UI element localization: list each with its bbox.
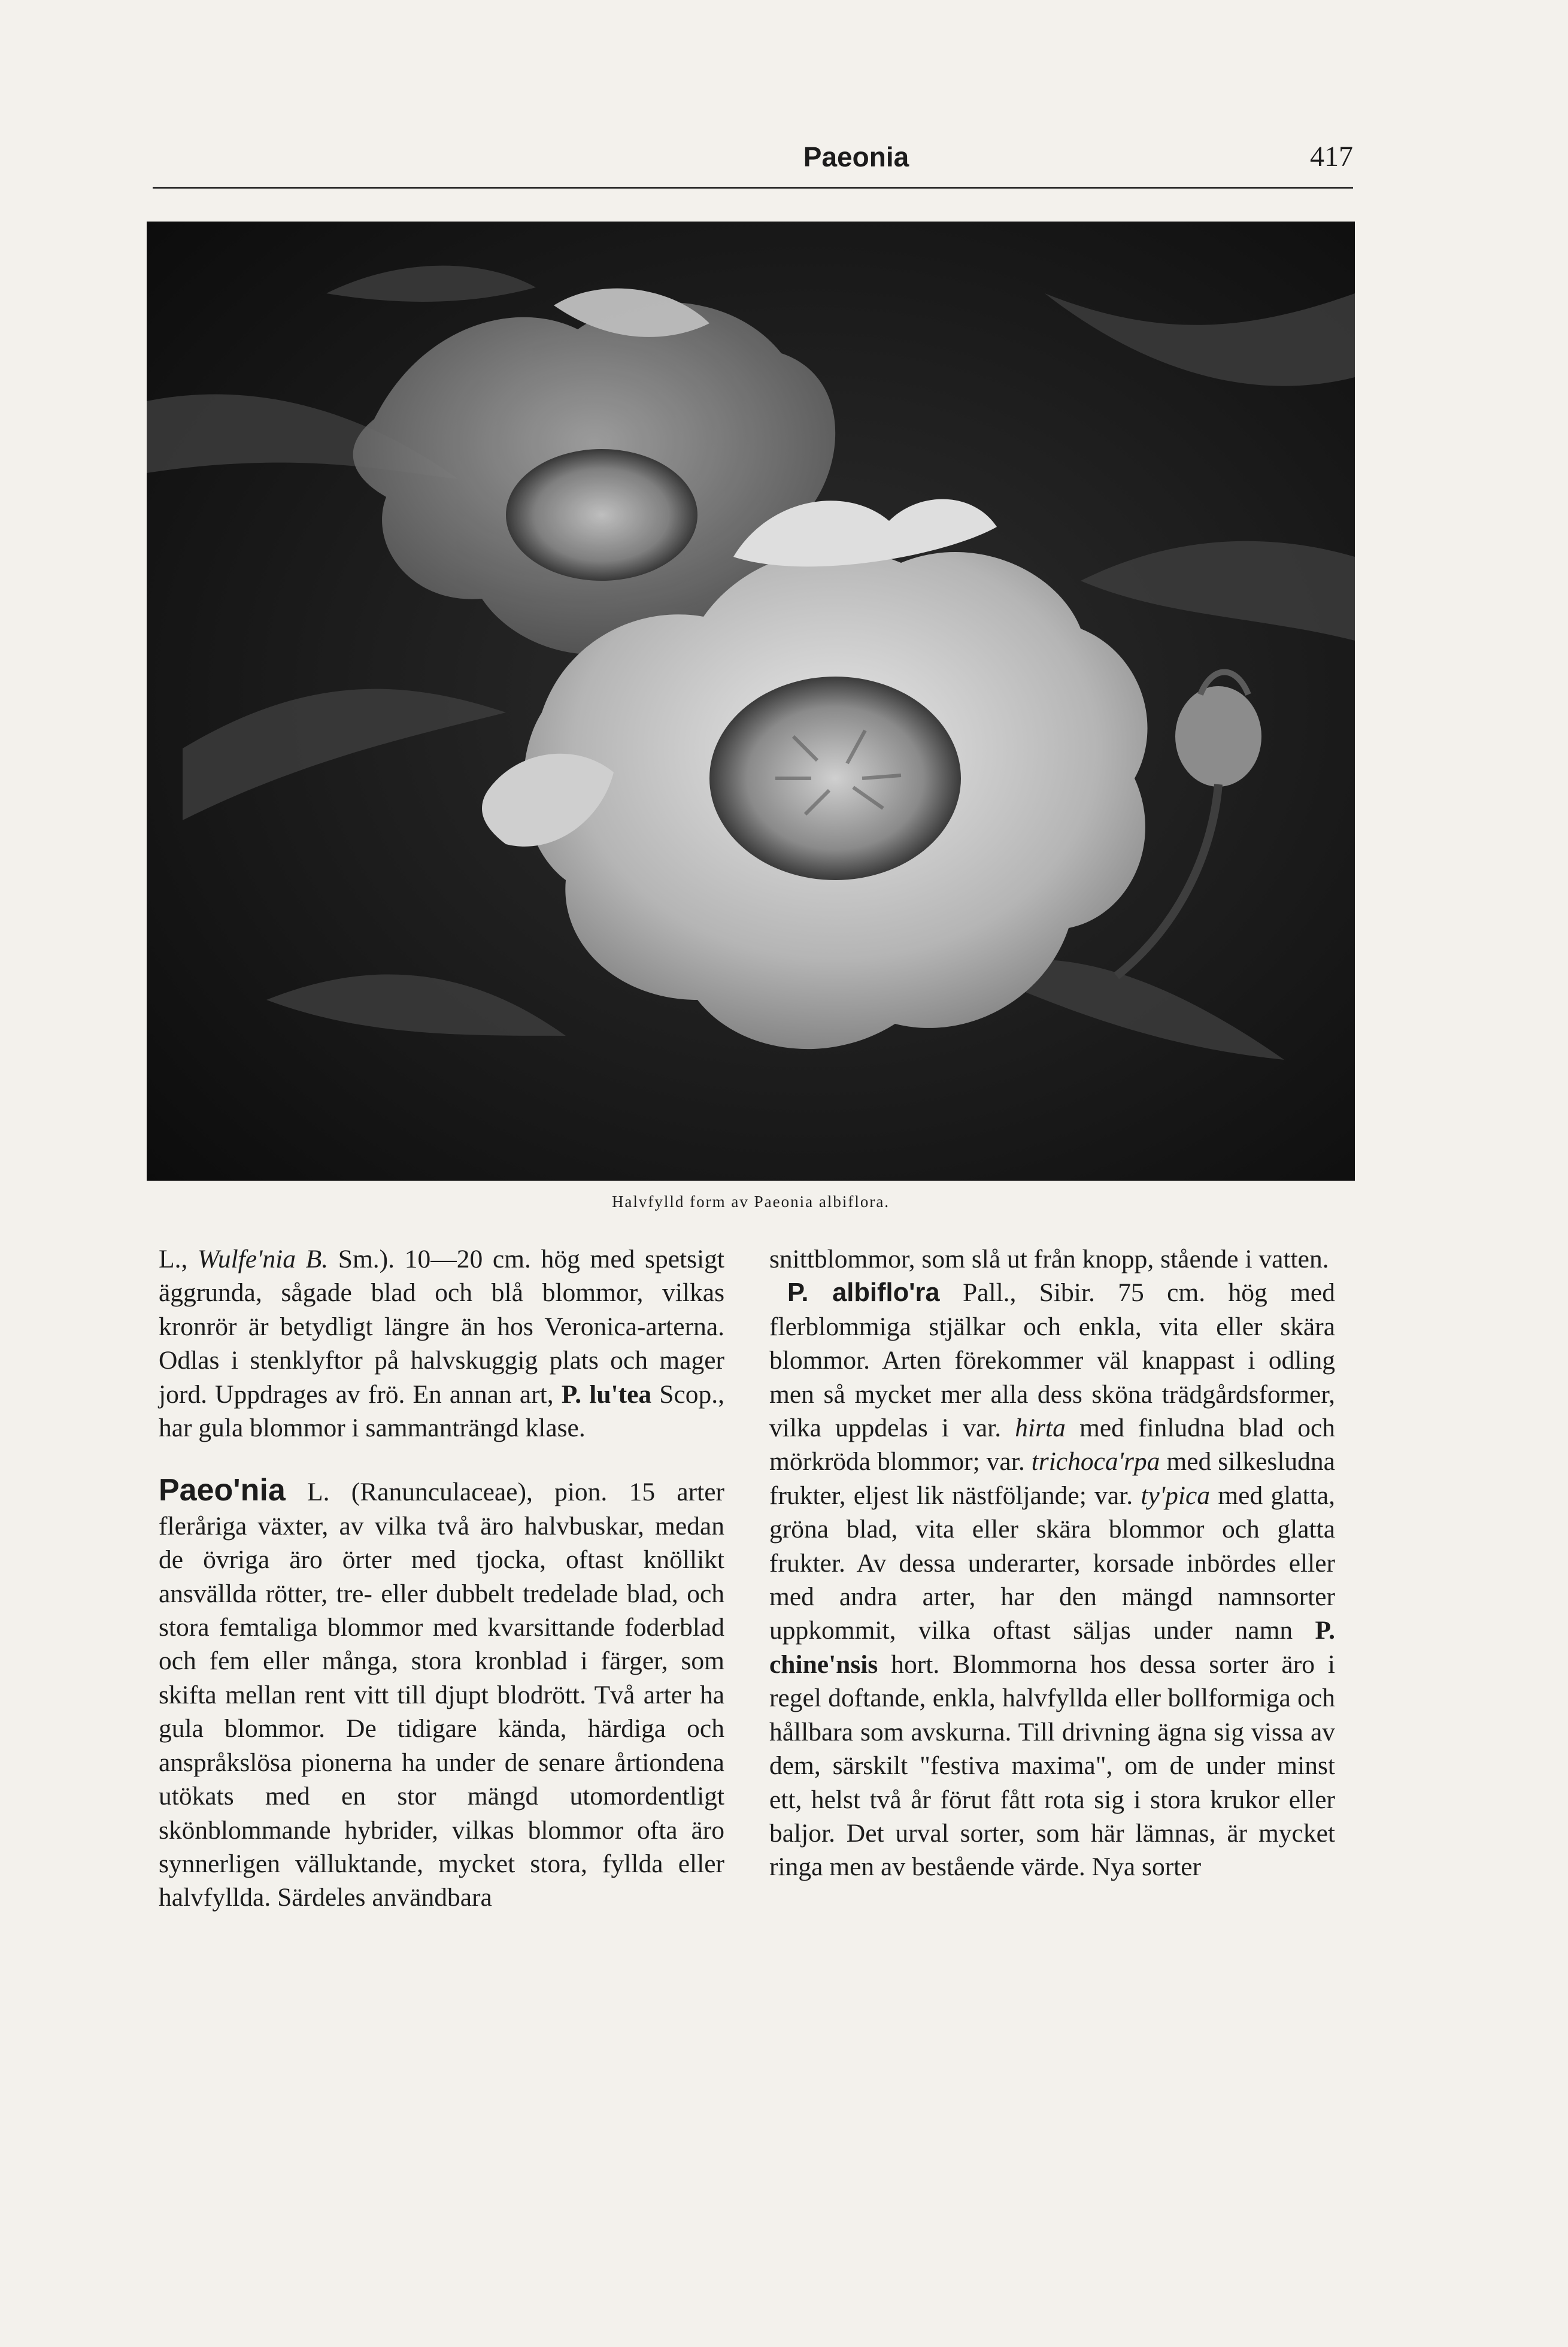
paragraph-wulfenia-continuation: L., Wulfe'nia B. Sm.). 10—20 cm. hög med spetsigt äggrunda, sågade blad och blå blommor, vilkas kronrör är betydligt längre än hos Veronica-arterna. Odlas i stenklyftor på halvskuggig plats och mager jord. Uppdrages av frö. En annan art, P. lu'tea Scop., har gula blommor i sammanträngd klase. [159, 1245, 725, 1443]
paragraph-albiflora-entry: P. albiflo'ra Pall., Sibir. 75 cm. hög med flerblommiga stjälkar och enkla, vita eller skära blommor. Arten förekommer väl knappast i odling men så mycket mer alla dess sköna trädgårdsformer, vilka uppdelas i var. hirta med finludna blad och mörkröda blommor; var. trichoca'rpa med silkesludna frukter, eljest lik nästföljande; var. ty'pica med glatta, gröna blad, vita eller skära blommor och glatta frukter. Av dessa underarter, korsade inbördes eller med andra arter, har den mängd namnsorter uppkommit, vilka oftast säljas under namn P. chine'nsis hort. Blommorna hos dessa sorter äro i regel doftande, enkla, halvfyllda eller bollformiga och hållbara som avskurna. Till drivning ägna sig vissa av dem, särskilt "festiva maxima", om de under minst ett, helst två år förut fått rota sig i stora krukor eller baljor. Det urval sorter, som här lämnas, är mycket ringa men av bestående värde. Nya sorter [769, 1278, 1336, 1882]
photo-caption: Halvfylld form av Paeonia albiflora. [611, 1193, 890, 1211]
running-head-title: Paeonia [803, 141, 909, 172]
paragraph-paeonia-entry: Paeo'nia L. (Ranunculaceae), pion. 15 arter fleråriga växter, av vilka två äro halvbuskar, medan de övriga äro örter med tjocka, oftast knöllikt ansvällda rötter, tre- eller dubbelt tredelade blad, och stora femtaliga blommor med kvarsittande foderblad och fem eller många, stora kronblad i färger, som skifta mellan rent vitt till djupt blodrött. Två arter ha gula blommor. De tidigare kända, härdiga och anspråkslösa pionerna ha under de senare årtiondena utökats med en stor mängd utomordentligt skönblommande hybrider, vilkas blommor ofta äro synnerligen välluktande, mycket stora, fyllda eller halvfyllda. Särdeles användbara [159, 1473, 724, 1912]
peony-photograph [147, 222, 1355, 1181]
right-text-column [769, 1242, 1335, 1884]
species-name: P. chine'nsis [769, 1616, 1335, 1679]
left-text-column [159, 1242, 724, 1915]
genus-name-italic: Wulfe'nia B. [198, 1245, 329, 1273]
paragraph-continuation: snittblommor, som slå ut från knopp, stående i vatten. [769, 1245, 1329, 1273]
page-number: 417 [1310, 141, 1353, 172]
species-headword: P. albiflo'ra [787, 1278, 940, 1308]
page-header [153, 133, 1353, 189]
entry-headword: Paeo'nia [159, 1473, 286, 1508]
species-name: P. lu'tea [561, 1379, 652, 1409]
